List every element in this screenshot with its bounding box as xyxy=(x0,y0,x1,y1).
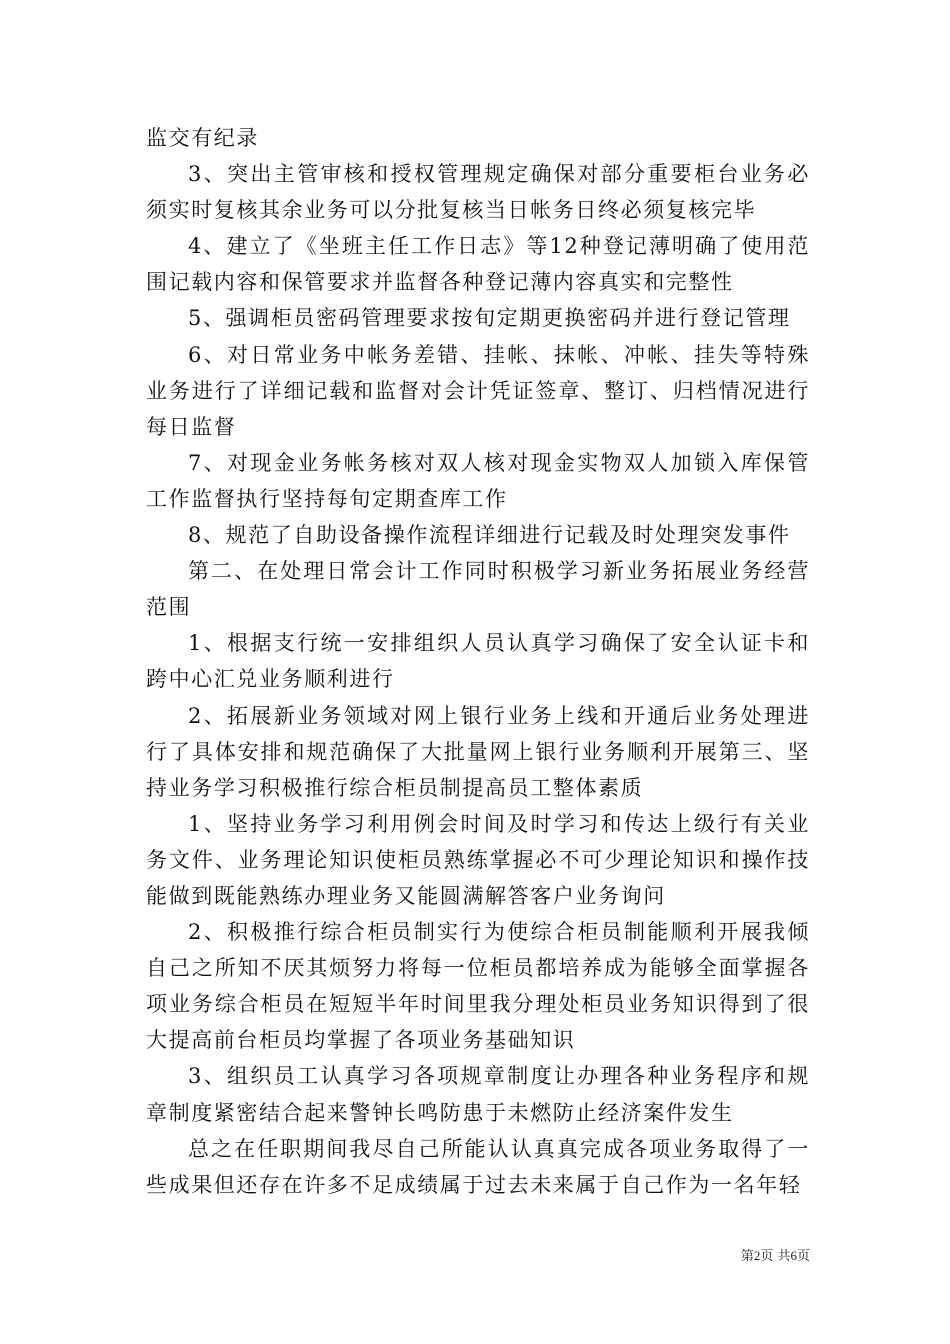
page-number-footer xyxy=(660,1248,810,1265)
footer-middle: 页 共 xyxy=(760,1249,791,1264)
footer-current-page: 2 xyxy=(753,1248,761,1263)
paragraph-9: 2、拓展新业务领域对网上银行业务上线和开通后业务处理进行了具体安排和规范确保了大批量网上银行业务顺利开展第三、坚持业务学习积极推行综合柜员制提高员工整体素质 xyxy=(146,703,810,800)
paragraph-5: 7、对现金业务帐务核对双人核对现金实物双人加锁入库保管工作监督执行坚持每旬定期查库工作 xyxy=(146,450,810,511)
paragraph-3: 5、强调柜员密码管理要求按旬定期更换密码并进行登记管理 xyxy=(188,306,791,331)
paragraph-1: 3、突出主管审核和授权管理规定确保对部分重要柜台业务必须实时复核其余业务可以分批复核当日帐务日终必须复核完毕 xyxy=(146,162,810,223)
footer-suffix: 页 xyxy=(796,1249,810,1264)
document-body xyxy=(146,120,810,1203)
footer-prefix: 第 xyxy=(740,1249,754,1264)
paragraph-10: 1、坚持业务学习利用例会时间及时学习和传达上级行有关业务文件、业务理论知识使柜员熟练掌握必不可少理论知识和操作技能做到既能熟练办理业务又能圆满解答客户业务询问 xyxy=(146,811,810,908)
paragraph-2: 4、建立了《坐班主任工作日志》等12种登记薄明确了使用范围记载内容和保管要求并监督各种登记薄内容真实和完整性 xyxy=(146,234,810,295)
paragraph-0: 监交有纪录 xyxy=(146,126,259,150)
paragraph-8: 1、根据支行统一安排组织人员认真学习确保了安全认证卡和跨中心汇兑业务顺利进行 xyxy=(146,631,810,692)
paragraph-6: 8、规范了自助设备操作流程详细进行记载及时处理突发事件 xyxy=(188,523,791,548)
paragraph-13: 总之在任职期间我尽自己所能认认真真完成各项业务取得了一些成果但还存在许多不足成绩属于过去未来属于自己作为一名年轻 xyxy=(146,1136,810,1197)
paragraph-7: 第二、在处理日常会计工作同时积极学习新业务拓展业务经营范围 xyxy=(146,559,810,620)
paragraph-11: 2、积极推行综合柜员制实行为使综合柜员制能顺利开展我倾自己之所知不厌其烦努力将每一位柜员都培养成为能够全面掌握各项业务综合柜员在短短半年时间里我分理处柜员业务知识得到了很大提高前台柜员均掌握了各项业务基础知识 xyxy=(146,920,810,1053)
footer-total-pages: 6 xyxy=(790,1248,797,1263)
paragraph-12: 3、组织员工认真学习各项规章制度让办理各种业务程序和规章制度紧密结合起来警钟长鸣防患于未燃防止经济案件发生 xyxy=(146,1064,810,1125)
paragraph-4: 6、对日常业务中帐务差错、挂帐、抹帐、冲帐、挂失等特殊业务进行了详细记载和监督对会计凭证签章、整订、归档情况进行每日监督 xyxy=(146,342,810,439)
